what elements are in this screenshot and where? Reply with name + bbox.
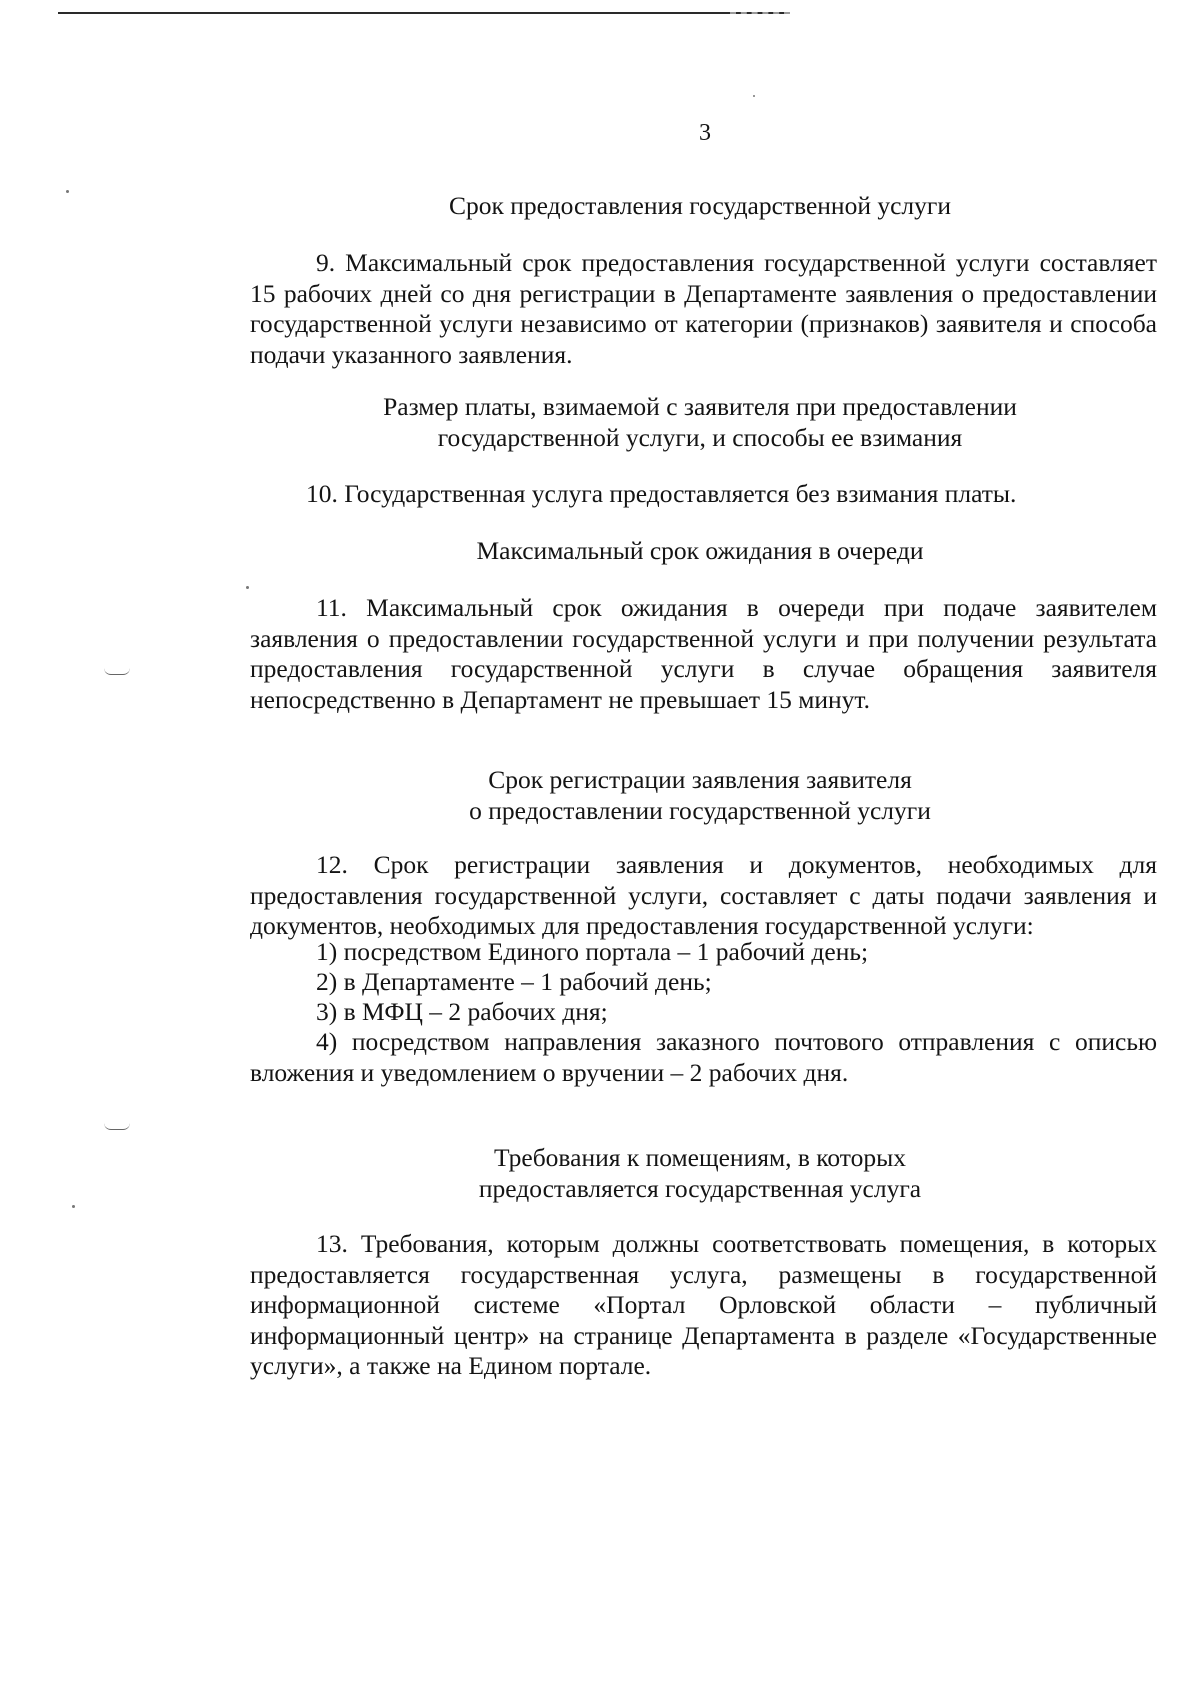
paragraph-13 [250, 1229, 1157, 1382]
section-heading-registration [250, 764, 1150, 826]
scan-speck [753, 95, 755, 97]
paragraph-9 [250, 248, 1157, 370]
heading-line: Максимальный срок ожидания в очереди [476, 536, 924, 565]
hole-punch-mark [104, 668, 130, 675]
section-heading-premises [250, 1142, 1150, 1204]
heading-line: предоставляется государственная услуга [478, 1174, 922, 1203]
paragraph-text: 9. Максимальный срок предоставления государственной услуги составляет 15 рабочих дней со дня регистрации в Департаменте заявления о предоставлении государственной услуги независимо от категории (признаков) заявителя и способа подачи указанного заявления. [250, 248, 1157, 369]
paragraph-12 [250, 850, 1157, 942]
paragraph-text: 10. Государственная услуга предоставляется без взимания платы. [306, 479, 1017, 508]
heading-line: Срок предоставления государственной услуги [448, 191, 951, 220]
scan-speck [66, 190, 69, 193]
heading-line: Размер платы, взимаемой с заявителя при предоставлении [383, 392, 1017, 421]
paragraph-11 [250, 593, 1157, 715]
scan-speck [72, 1205, 75, 1208]
list-item [250, 937, 1157, 968]
list-item [250, 1027, 1157, 1088]
list-item-text: 1) посредством Единого портала – 1 рабочий день; [316, 937, 869, 966]
list-item [250, 997, 1157, 1028]
paragraph-text: 13. Требования, которым должны соответствовать помещения, в которых предоставляется государственная услуга, размещены в государственной информационной системе «Портал Орловской области – публичный информационный центр» на странице Департамента в разделе «Государственные услуги», а также на Едином портале. [250, 1229, 1157, 1380]
paragraph-10 [250, 479, 1157, 510]
page-number: 3 [699, 120, 711, 146]
section-heading-fee [250, 391, 1150, 453]
top-rule [58, 12, 788, 14]
section-heading-queue [250, 535, 1150, 566]
scan-speck [246, 586, 249, 589]
paragraph-text: 11. Максимальный срок ожидания в очереди при подаче заявителем заявления о предоставлении государственной услуги и при получении результата предоставления государственной услуги в случае обращения заявителя непосредственно в Департамент не превышает 15 минут. [250, 593, 1157, 714]
heading-line: Срок регистрации заявления заявителя [488, 765, 912, 794]
list-item-text: 2) в Департаменте – 1 рабочий день; [316, 967, 712, 996]
list-item-text: 3) в МФЦ – 2 рабочих дня; [316, 997, 608, 1026]
hole-punch-mark [104, 1123, 130, 1130]
heading-line: государственной услуги, и способы ее взимания [437, 423, 963, 452]
top-rule-faded [730, 12, 790, 14]
heading-line: о предоставлении государственной услуги [469, 796, 931, 825]
list-item [250, 967, 1157, 998]
heading-line: Требования к помещениям, в которых [494, 1143, 906, 1172]
list-item-text: 4) посредством направления заказного почтового отправления с описью вложения и уведомлением о вручении – 2 рабочих дня. [250, 1027, 1157, 1087]
section-heading-term [250, 190, 1150, 221]
paragraph-text: 12. Срок регистрации заявления и документов, необходимых для предоставления государственной услуги, составляет с даты подачи заявления и документов, необходимых для предоставления государственной услуги: [250, 850, 1157, 940]
